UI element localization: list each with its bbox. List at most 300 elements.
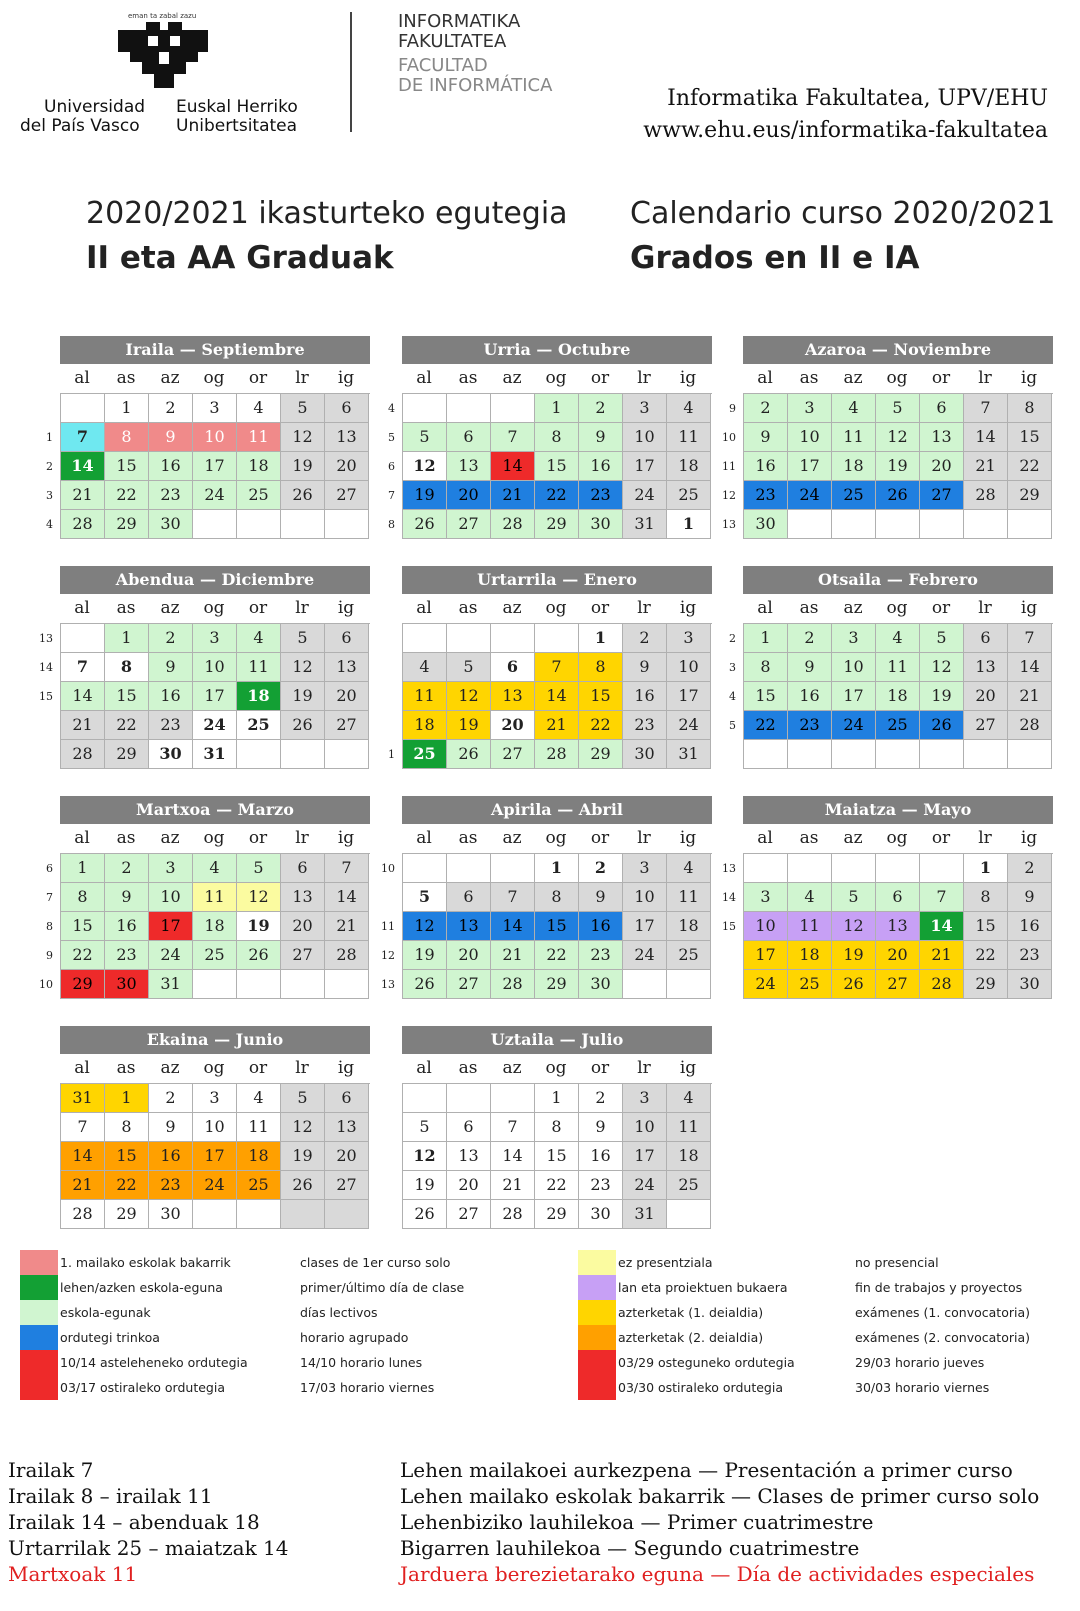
legend-label-eu: 03/29 osteguneko ordutegia: [618, 1355, 795, 1370]
day-cell: 6: [447, 423, 491, 452]
day-cell: 15: [535, 1142, 579, 1171]
day-cell: 8: [535, 423, 579, 452]
weekday-label: as: [799, 828, 819, 848]
day-cell: 18: [876, 682, 920, 711]
day-cell: 24: [788, 481, 832, 510]
day-cell: 19: [281, 682, 325, 711]
day-cell: 10: [149, 883, 193, 912]
week-number: 15: [39, 690, 53, 703]
period-description: Lehenbiziko lauhilekoa — Primer cuatrimestre: [400, 1510, 874, 1534]
weekday-header: [402, 594, 712, 623]
day-cell: 18: [237, 682, 281, 711]
week-number: 10: [381, 862, 395, 875]
site-url-link[interactable]: www.ehu.eus/informatika-fakultatea: [643, 118, 1048, 143]
weekday-label: as: [116, 598, 136, 618]
day-cell: 31: [193, 740, 237, 769]
day-cell: 4: [788, 883, 832, 912]
day-cell: 2: [105, 854, 149, 883]
day-cell: [403, 624, 447, 653]
day-cell: 16: [579, 912, 623, 941]
week-row: [39, 624, 370, 653]
day-cell: 24: [623, 941, 667, 970]
week-number: 6: [46, 862, 53, 875]
week-row: [61, 711, 370, 740]
day-cell: 22: [535, 941, 579, 970]
day-cell: 13: [447, 912, 491, 941]
week-row: [61, 740, 370, 769]
day-cell: 29: [105, 510, 149, 539]
week-row: [388, 481, 712, 510]
week-row: [722, 854, 1053, 883]
weekday-label: og: [203, 368, 225, 388]
weekday-label: as: [116, 828, 136, 848]
day-cell: 17: [193, 452, 237, 481]
day-cell: 14: [491, 1142, 535, 1171]
day-cell: 5: [403, 883, 447, 912]
day-cell: 7: [920, 883, 964, 912]
month-calendar: [722, 336, 1053, 539]
day-cell: 3: [149, 854, 193, 883]
day-cell: 30: [579, 1200, 623, 1229]
day-cell: 20: [491, 711, 535, 740]
weekday-label: as: [116, 1058, 136, 1078]
month-calendar: [402, 1026, 712, 1229]
period-description: Lehen mailako eskolak bakarrik — Clases de primer curso solo: [400, 1484, 1040, 1508]
weekday-label: og: [545, 368, 567, 388]
weekday-label: az: [502, 1058, 522, 1078]
day-cell: 12: [832, 912, 876, 941]
week-number: 4: [729, 690, 736, 703]
day-cell: 14: [61, 682, 105, 711]
day-cell: [325, 740, 369, 769]
week-number: 13: [722, 518, 736, 531]
day-cell: 21: [61, 1171, 105, 1200]
day-cell: 20: [876, 941, 920, 970]
weekday-label: ig: [679, 1058, 697, 1078]
weekday-label: ig: [1020, 598, 1038, 618]
day-cell: 23: [579, 481, 623, 510]
day-cell: [281, 1200, 325, 1229]
legend-item: [578, 1375, 783, 1400]
month-calendar: [39, 566, 370, 769]
day-grid: [46, 393, 370, 539]
day-cell: 10: [667, 653, 711, 682]
day-cell: 12: [281, 653, 325, 682]
weekday-header: [743, 824, 1053, 853]
weekday-label: or: [931, 368, 951, 388]
week-row: [403, 711, 712, 740]
faculty-es-line2: DE INFORMÁTICA: [398, 75, 553, 96]
day-cell: 15: [105, 682, 149, 711]
weekday-label: ig: [337, 598, 355, 618]
day-cell: 28: [964, 481, 1008, 510]
day-cell: 30: [149, 1200, 193, 1229]
day-cell: 2: [579, 394, 623, 423]
week-row: [722, 510, 1053, 539]
day-cell: 28: [1008, 711, 1052, 740]
week-number: 1: [388, 748, 395, 761]
day-cell: 26: [281, 711, 325, 740]
day-cell: 17: [193, 1142, 237, 1171]
week-number: 3: [729, 661, 736, 674]
week-number: 14: [39, 661, 53, 674]
weekday-label: or: [248, 828, 268, 848]
day-cell: 7: [491, 883, 535, 912]
day-cell: 10: [623, 883, 667, 912]
day-cell: 19: [403, 1171, 447, 1200]
weekday-header: [402, 1054, 712, 1083]
day-cell: [403, 1084, 447, 1113]
day-cell: [920, 854, 964, 883]
weekday-label: ig: [679, 828, 697, 848]
day-cell: 21: [325, 912, 369, 941]
week-number: 9: [729, 402, 736, 415]
day-cell: [491, 624, 535, 653]
week-row: [729, 682, 1053, 711]
day-cell: 12: [403, 912, 447, 941]
weekday-label: lr: [637, 828, 651, 848]
day-cell: 24: [623, 481, 667, 510]
month-calendar: [39, 796, 370, 999]
day-cell: 12: [876, 423, 920, 452]
day-cell: 25: [667, 481, 711, 510]
legend-swatch: [20, 1250, 58, 1275]
day-cell: 26: [281, 1171, 325, 1200]
day-cell: 3: [193, 1084, 237, 1113]
week-number: 7: [46, 891, 53, 904]
day-cell: [1008, 510, 1052, 539]
week-row: [729, 624, 1053, 653]
day-cell: 10: [193, 653, 237, 682]
day-cell: [535, 624, 579, 653]
period-date: Irailak 14 – abenduak 18: [8, 1510, 260, 1534]
day-cell: 6: [325, 624, 369, 653]
day-cell: 9: [149, 1113, 193, 1142]
day-cell: 22: [744, 711, 788, 740]
day-cell: 29: [535, 510, 579, 539]
weekday-label: or: [248, 598, 268, 618]
month-title: Abendua — Diciembre: [60, 566, 370, 594]
day-cell: 28: [61, 1200, 105, 1229]
day-cell: [832, 854, 876, 883]
legend-item: [578, 1250, 713, 1275]
day-cell: 19: [281, 452, 325, 481]
day-cell: 18: [237, 452, 281, 481]
day-cell: 27: [447, 510, 491, 539]
day-cell: [788, 510, 832, 539]
weekday-label: al: [74, 368, 90, 388]
day-cell: 21: [491, 941, 535, 970]
weekday-label: as: [799, 368, 819, 388]
week-row: [744, 970, 1053, 999]
day-cell: 29: [964, 970, 1008, 999]
day-cell: 23: [105, 941, 149, 970]
week-row: [46, 854, 370, 883]
legend-label-eu: 03/17 ostiraleko ordutegia: [60, 1380, 225, 1395]
weekday-label: az: [843, 598, 863, 618]
day-cell: 28: [61, 740, 105, 769]
day-cell: [491, 1084, 535, 1113]
weekday-label: lr: [978, 598, 992, 618]
week-number: 10: [722, 431, 736, 444]
title-eu: 2020/2021 ikasturteko egutegia: [86, 196, 568, 231]
day-cell: 23: [744, 481, 788, 510]
day-cell: 17: [788, 452, 832, 481]
university-es-line2: del País Vasco: [20, 116, 140, 136]
day-cell: 3: [832, 624, 876, 653]
day-cell: 26: [876, 481, 920, 510]
day-cell: 9: [788, 653, 832, 682]
day-cell: 1: [535, 1084, 579, 1113]
legend-label-es: 14/10 horario lunes: [300, 1355, 423, 1370]
day-cell: 9: [623, 653, 667, 682]
day-cell: 2: [149, 1084, 193, 1113]
week-row: [722, 423, 1053, 452]
day-cell: 22: [535, 481, 579, 510]
legend-item: [20, 1350, 248, 1375]
day-cell: 13: [447, 1142, 491, 1171]
week-row: [39, 653, 370, 682]
day-cell: 20: [325, 682, 369, 711]
week-number: 11: [381, 920, 395, 933]
legend-label-eu: 10/14 asteleheneko ordutegia: [60, 1355, 248, 1370]
day-cell: 2: [744, 394, 788, 423]
day-cell: 5: [403, 423, 447, 452]
legend-label-eu: 1. mailako eskolak bakarrik: [60, 1255, 231, 1270]
week-row: [403, 1084, 712, 1113]
week-row: [46, 883, 370, 912]
day-cell: 3: [193, 624, 237, 653]
day-cell: 15: [105, 1142, 149, 1171]
day-cell: 27: [491, 740, 535, 769]
week-row: [729, 711, 1053, 740]
day-cell: 11: [237, 653, 281, 682]
weekday-header: [60, 824, 370, 853]
faculty-name-es: [398, 56, 552, 96]
day-cell: 25: [832, 481, 876, 510]
day-cell: 13: [325, 653, 369, 682]
header-divider: [350, 12, 352, 132]
month-calendar: [388, 566, 712, 769]
day-cell: 4: [876, 624, 920, 653]
day-cell: 30: [149, 510, 193, 539]
day-cell: 1: [535, 854, 579, 883]
week-row: [46, 481, 370, 510]
subtitle-es: Grados en II e IA: [630, 240, 920, 276]
legend-label-es: días lectivos: [300, 1305, 378, 1320]
day-cell: 20: [447, 941, 491, 970]
week-row: [381, 912, 712, 941]
day-cell: 24: [832, 711, 876, 740]
day-cell: 26: [403, 970, 447, 999]
weekday-label: al: [757, 598, 773, 618]
month-title: Azaroa — Noviembre: [743, 336, 1053, 364]
faculty-eu-line2: FAKULTATEA: [398, 31, 507, 52]
weekday-label: as: [458, 1058, 478, 1078]
weekday-label: or: [931, 828, 951, 848]
weekday-label: og: [203, 598, 225, 618]
day-cell: 30: [579, 510, 623, 539]
day-cell: 24: [623, 1171, 667, 1200]
week-number: 14: [722, 891, 736, 904]
day-cell: 30: [744, 510, 788, 539]
day-cell: 25: [403, 740, 447, 769]
weekday-label: og: [886, 828, 908, 848]
day-cell: 15: [1008, 423, 1052, 452]
day-cell: 19: [920, 682, 964, 711]
day-grid: [388, 623, 712, 769]
day-cell: 18: [667, 912, 711, 941]
day-cell: 24: [744, 970, 788, 999]
weekday-label: og: [203, 1058, 225, 1078]
period-date: Irailak 8 – irailak 11: [8, 1484, 213, 1508]
legend-label-eu: 03/30 ostiraleko ordutegia: [618, 1380, 783, 1395]
day-cell: [237, 970, 281, 999]
day-cell: 24: [193, 711, 237, 740]
day-cell: 14: [491, 912, 535, 941]
week-row: [61, 1113, 370, 1142]
day-cell: 22: [105, 711, 149, 740]
day-cell: [876, 510, 920, 539]
weekday-label: al: [757, 828, 773, 848]
weekday-label: as: [458, 828, 478, 848]
day-cell: 14: [491, 452, 535, 481]
day-cell: 17: [667, 682, 711, 711]
day-cell: 5: [876, 394, 920, 423]
day-cell: 18: [193, 912, 237, 941]
day-cell: 9: [149, 423, 193, 452]
weekday-label: al: [74, 828, 90, 848]
day-cell: 28: [920, 970, 964, 999]
day-cell: 20: [920, 452, 964, 481]
day-cell: [237, 1200, 281, 1229]
day-cell: 1: [667, 510, 711, 539]
day-cell: 10: [623, 1113, 667, 1142]
day-cell: 7: [491, 1113, 535, 1142]
day-grid: [39, 853, 370, 999]
day-cell: 26: [920, 711, 964, 740]
week-number: 12: [722, 489, 736, 502]
day-cell: 27: [964, 711, 1008, 740]
day-cell: 6: [920, 394, 964, 423]
day-cell: [447, 854, 491, 883]
day-cell: 3: [623, 854, 667, 883]
week-row: [39, 682, 370, 711]
day-cell: [447, 1084, 491, 1113]
legend-label-es: no presencial: [855, 1255, 939, 1270]
day-cell: 27: [281, 941, 325, 970]
month-title: Urria — Octubre: [402, 336, 712, 364]
week-number: 8: [388, 518, 395, 531]
day-cell: 30: [149, 740, 193, 769]
day-cell: 21: [1008, 682, 1052, 711]
day-cell: 7: [61, 423, 105, 452]
weekday-header: [743, 364, 1053, 393]
day-cell: 6: [876, 883, 920, 912]
day-cell: 18: [667, 452, 711, 481]
day-cell: 16: [105, 912, 149, 941]
day-cell: 10: [193, 1113, 237, 1142]
day-cell: 8: [964, 883, 1008, 912]
day-cell: 7: [491, 423, 535, 452]
day-cell: 24: [193, 481, 237, 510]
weekday-label: og: [545, 598, 567, 618]
day-cell: [623, 970, 667, 999]
day-grid: [402, 1083, 712, 1229]
weekday-label: lr: [637, 598, 651, 618]
week-row: [61, 1200, 370, 1229]
period-date: Irailak 7: [8, 1458, 94, 1482]
day-cell: 17: [623, 912, 667, 941]
day-cell: 3: [744, 883, 788, 912]
day-cell: [667, 1200, 711, 1229]
month-title: Urtarrila — Enero: [402, 566, 712, 594]
week-number: 7: [388, 489, 395, 502]
week-number: 4: [388, 402, 395, 415]
day-cell: 1: [964, 854, 1008, 883]
day-cell: 11: [237, 1113, 281, 1142]
weekday-label: og: [545, 1058, 567, 1078]
legend-label-es: exámenes (1. convocatoria): [855, 1305, 1030, 1320]
day-cell: 26: [237, 941, 281, 970]
day-cell: 4: [667, 1084, 711, 1113]
month-title: Iraila — Septiembre: [60, 336, 370, 364]
day-cell: 15: [535, 452, 579, 481]
week-number: 13: [722, 862, 736, 875]
day-cell: [61, 624, 105, 653]
month-calendar: [722, 796, 1053, 999]
day-cell: [1008, 740, 1052, 769]
day-cell: 9: [579, 1113, 623, 1142]
legend-item: [578, 1275, 788, 1300]
weekday-label: lr: [637, 1058, 651, 1078]
university-es-line1: Universidad: [44, 97, 146, 117]
week-row: [403, 1113, 712, 1142]
week-row: [381, 970, 712, 999]
legend-label-es: horario agrupado: [300, 1330, 409, 1345]
day-cell: 5: [281, 1084, 325, 1113]
day-cell: 15: [964, 912, 1008, 941]
day-cell: 1: [105, 394, 149, 423]
day-cell: 8: [105, 1113, 149, 1142]
week-row: [388, 452, 712, 481]
legend-item: [578, 1325, 763, 1350]
day-cell: 5: [403, 1113, 447, 1142]
week-row: [729, 653, 1053, 682]
day-cell: 27: [876, 970, 920, 999]
day-cell: 27: [920, 481, 964, 510]
day-cell: 31: [623, 1200, 667, 1229]
day-cell: 9: [579, 423, 623, 452]
day-cell: [788, 854, 832, 883]
day-cell: 4: [403, 653, 447, 682]
day-cell: 19: [832, 941, 876, 970]
weekday-label: or: [590, 598, 610, 618]
weekday-label: az: [843, 828, 863, 848]
day-cell: 16: [149, 682, 193, 711]
weekday-label: ig: [679, 368, 697, 388]
week-row: [722, 912, 1053, 941]
day-cell: 16: [744, 452, 788, 481]
day-cell: 21: [535, 711, 579, 740]
week-number: 13: [381, 978, 395, 991]
day-cell: 2: [788, 624, 832, 653]
day-cell: 6: [447, 883, 491, 912]
day-cell: 6: [964, 624, 1008, 653]
day-cell: 2: [579, 1084, 623, 1113]
day-cell: 29: [535, 1200, 579, 1229]
weekday-label: or: [590, 1058, 610, 1078]
